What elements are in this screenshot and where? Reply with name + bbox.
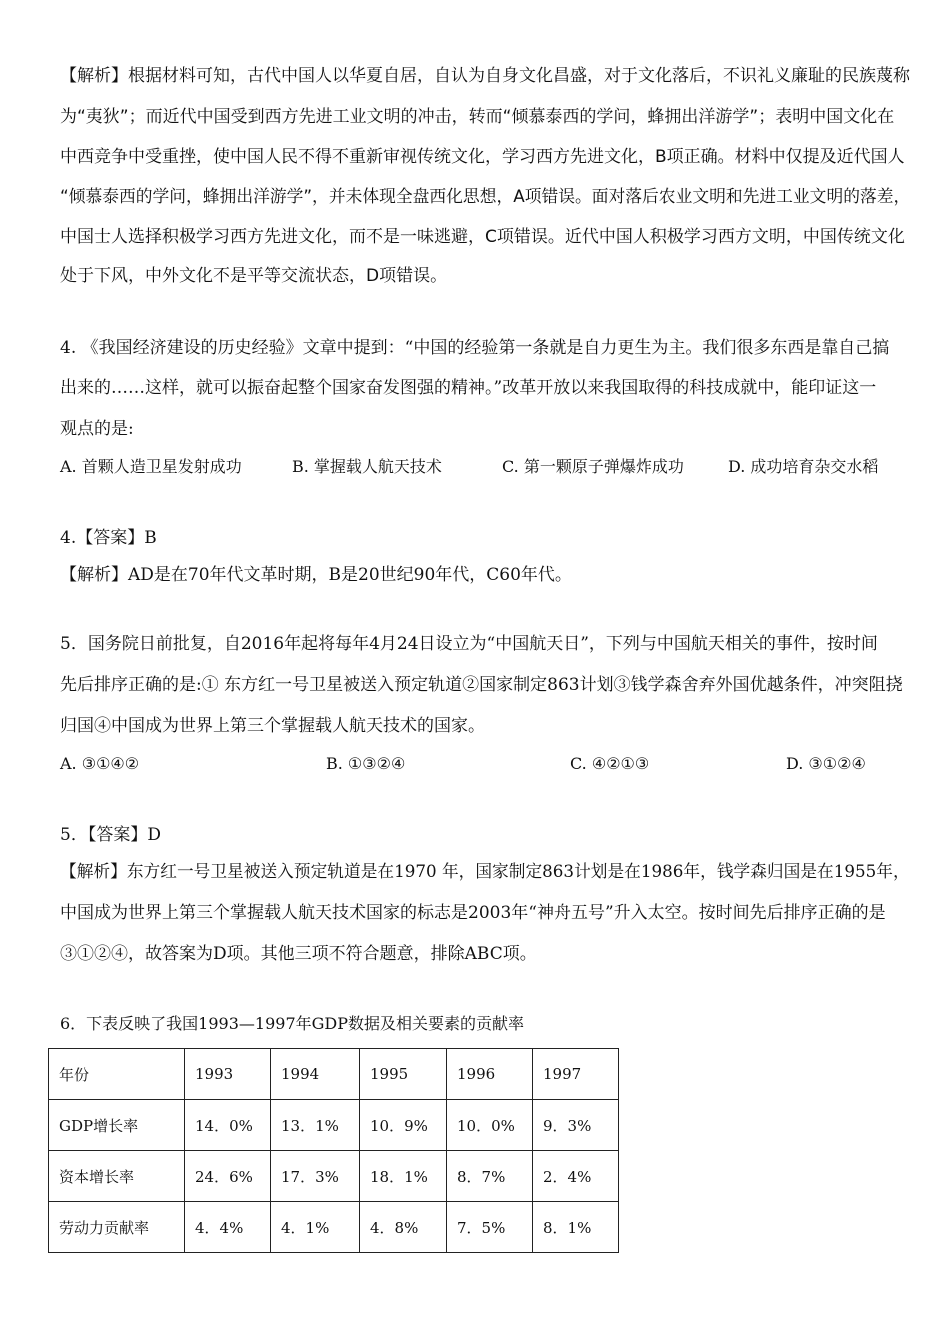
q5-analysis-line-2: 中国成为世界上第三个掌握载人航天技术国家的标志是2003年“神舟五号”升入太空。按时间先后排序正确的是 (60, 903, 886, 923)
table-cell: 8．1% (533, 1202, 619, 1253)
table-cell: 1993 (185, 1049, 271, 1100)
table-cell: 1996 (447, 1049, 533, 1100)
table-row (49, 1100, 619, 1151)
q4-option-d: D. 成功培育杂交水稻 (728, 457, 879, 476)
q5-option-a: A. ③①④② (60, 754, 140, 773)
table-cell: 4．8% (360, 1202, 447, 1253)
table-cell: 9．3% (533, 1100, 619, 1151)
table-cell: 年份 (49, 1049, 185, 1100)
table-cell: 10．0% (447, 1100, 533, 1151)
table-cell: 1994 (271, 1049, 360, 1100)
q4-option-a: A. 首颗人造卫星发射成功 (60, 457, 242, 476)
q5-option-d: D. ③①②④ (786, 754, 866, 773)
table-cell: 1995 (360, 1049, 447, 1100)
table-cell: 4．1% (271, 1202, 360, 1253)
q5-analysis-line-3: ③①②④，故答案为D项。其他三项不符合题意，排除ABC项。 (60, 944, 537, 964)
table-cell: 2．4% (533, 1151, 619, 1202)
analysis-prev-line-2: 为“夷狄”；而近代中国受到西方先进工业文明的冲击，转而“倾慕泰西的学问，蜂拥出洋游学”；表明中国文化在 (60, 107, 895, 127)
q4-option-b: B. 掌握载人航天技术 (292, 457, 442, 476)
table-cell: 劳动力贡献率 (49, 1202, 185, 1253)
q4-stem-line-3: 观点的是: (60, 419, 134, 439)
table-cell: 7．5% (447, 1202, 533, 1253)
q5-option-b: B. ①③②④ (326, 754, 406, 773)
q5-stem-line-2: 先后排序正确的是:① 东方红一号卫星被送入预定轨道②国家制定863计划③钱学森舍弃外国优越条件，冲突阻挠 (60, 675, 903, 695)
analysis-prev-line-5: 中国士人选择积极学习西方先进文化，而不是一味逃避，C项错误。近代中国人积极学习西方文明，中国传统文化 (60, 227, 905, 247)
analysis-prev-line-4: “倾慕泰西的学问，蜂拥出洋游学”，并未体现全盘西化思想，A项错误。面对落后农业文明和先进工业文明的落差， (60, 187, 911, 207)
q6-stem: 6．下表反映了我国1993—1997年GDP数据及相关要素的贡献率 (60, 1014, 524, 1033)
q4-stem-line-1: 4. 《我国经济建设的历史经验》文章中提到：“中国的经验第一条就是自力更生为主。我们很多东西是靠自己搞 (60, 338, 890, 358)
gdp-table (48, 1048, 619, 1253)
q5-option-c: C. ④②①③ (570, 754, 650, 773)
table-header-row (49, 1049, 619, 1100)
table-cell: 24．6% (185, 1151, 271, 1202)
table-row (49, 1151, 619, 1202)
table-cell: 资本增长率 (49, 1151, 185, 1202)
analysis-prev-line-1: 【解析】根据材料可知，古代中国人以华夏自居，自认为自身文化昌盛，对于文化落后，不识礼义廉耻的民族蔑称 (60, 66, 910, 86)
table-cell: GDP增长率 (49, 1100, 185, 1151)
q4-option-c: C. 第一颗原子弹爆炸成功 (502, 457, 684, 476)
analysis-prev-line-3: 中西竞争中受重挫，使中国人民不得不重新审视传统文化，学习西方先进文化，B项正确。材料中仅提及近代国人 (60, 147, 905, 167)
q5-answer: 5．【答案】D (60, 825, 161, 845)
q4-stem-line-2: 出来的……这样，就可以振奋起整个国家奋发图强的精神。”改革开放以来我国取得的科技成就中，能印证这一 (60, 378, 877, 398)
table-row (49, 1202, 619, 1253)
table-cell: 10．9% (360, 1100, 447, 1151)
q4-answer: 4.【答案】B (60, 528, 157, 548)
q5-analysis-line-1: 【解析】东方红一号卫星被送入预定轨道是在1970 年，国家制定863计划是在1986年，钱学森归国是在1955年， (60, 862, 910, 882)
q5-stem-line-1: 5．国务院日前批复，自2016年起将每年4月24日设立为“中国航天日”，下列与中国航天相关的事件，按时间 (60, 634, 878, 654)
table-cell: 18．1% (360, 1151, 447, 1202)
table-cell: 1997 (533, 1049, 619, 1100)
table-cell: 8．7% (447, 1151, 533, 1202)
table-cell: 4．4% (185, 1202, 271, 1253)
q4-analysis: 【解析】AD是在70年代文革时期，B是20世纪90年代，C60年代。 (60, 565, 572, 585)
table-cell: 14．0% (185, 1100, 271, 1151)
table-cell: 13．1% (271, 1100, 360, 1151)
q5-stem-line-3: 归国④中国成为世界上第三个掌握载人航天技术的国家。 (60, 716, 485, 736)
analysis-prev-line-6: 处于下风，中外文化不是平等交流状态，D项错误。 (60, 266, 448, 286)
table-cell: 17．3% (271, 1151, 360, 1202)
